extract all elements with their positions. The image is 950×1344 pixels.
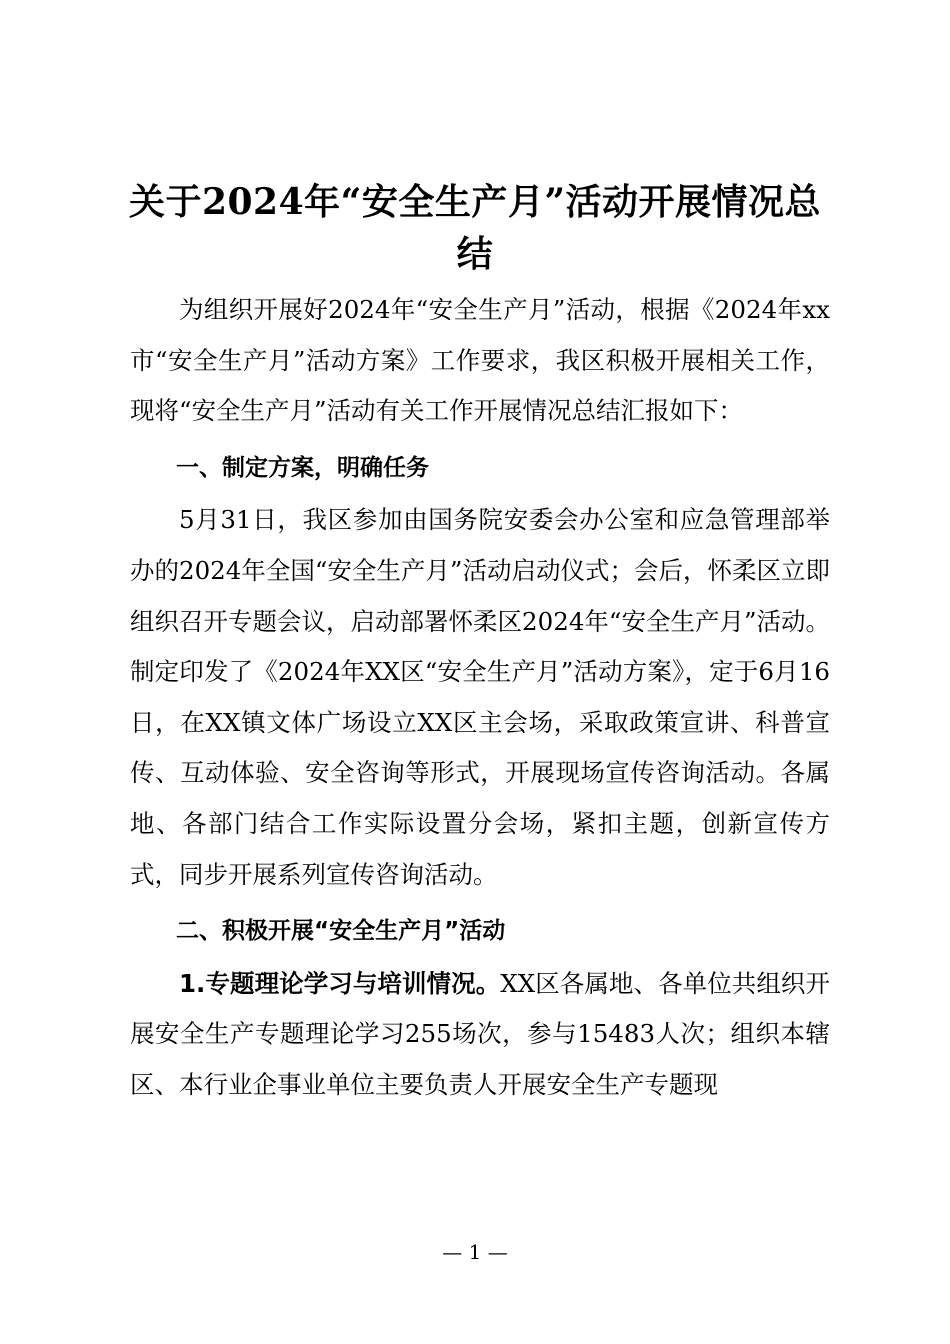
section-heading-1: 一、制定方案，明确任务 (176, 454, 429, 481)
section-heading-2: 二、积极开展“安全生产月”活动 (176, 918, 506, 945)
page-number: — 1 — (442, 1240, 508, 1264)
item-body-text: XX区各属地、各单位共组织开展安全生产专题理论学习255场次，参与15483人次；组织本辖区、本行业企事业单位主要负责人开展安全生产专题现 (130, 968, 830, 1099)
section-paragraph-2 (130, 959, 830, 1111)
document-title: 关于2024年“安全生产月”活动开展情况总结 (128, 181, 822, 275)
section-paragraph-1: 5月31日，我区参加由国务院安委会办公室和应急管理部举办的2024年全国“安全生产月”活动启动仪式；会后，怀柔区立即组织召开专题会议，启动部署怀柔区2024年“安全生产月”活动。制定印发了《2024年XX区“安全生产月”活动方案》，定于6月16日，在XX镇文体广场设立XX区主会场，采取政策宣讲、科普宣传、互动体验、安全咨询等形式，开展现场宣传咨询活动。各属地、各部门结合工作实际设置分会场，紧扣主题，创新宣传方式，同步开展系列宣传咨询活动。 (130, 505, 830, 889)
item-lead-text: 1.专题理论学习与培训情况。 (179, 968, 501, 998)
document-body (130, 285, 830, 1111)
intro-paragraph: 为组织开展好2024年“安全生产月”活动，根据《2024年xx市“安全生产月”活动方案》工作要求，我区积极开展相关工作，现将“安全生产月”活动有关工作开展情况总结汇报如下： (130, 295, 830, 426)
